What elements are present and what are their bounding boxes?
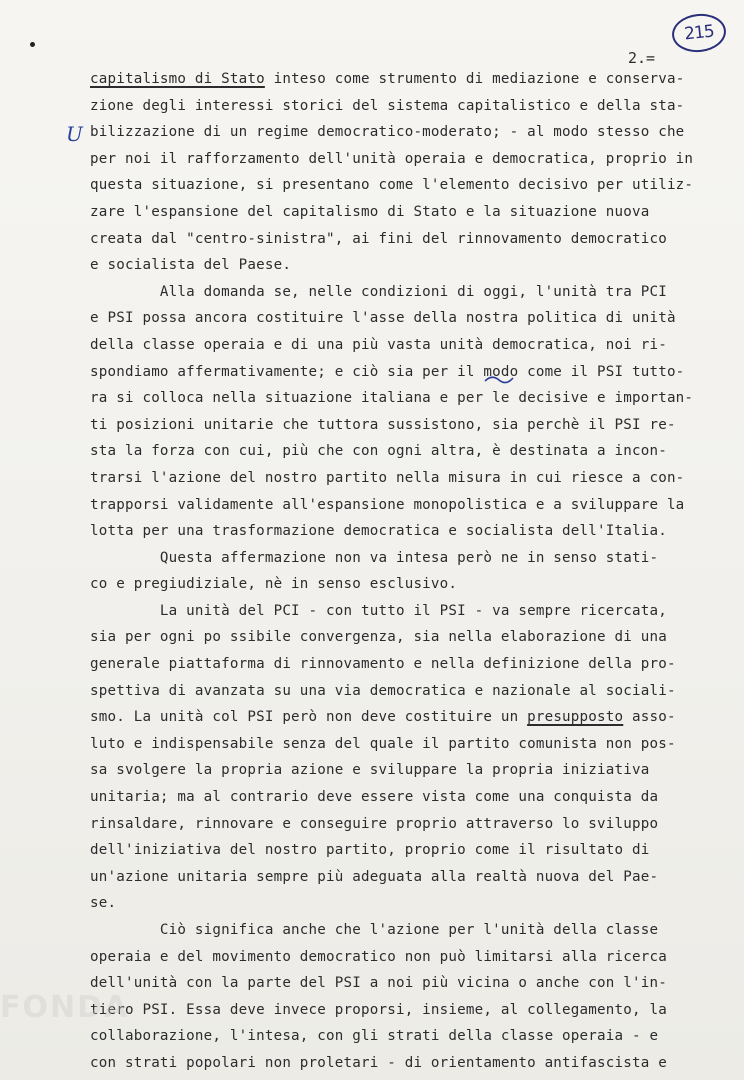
text-segment: Alla domanda se, nelle condizioni di oggi, l'unità tra PCI	[90, 283, 667, 300]
text-segment: luto e indispensabile senza del quale il partito comunista non pos-	[90, 735, 676, 752]
text-segment: sa svolgere la propria azione e sviluppare la propria iniziativa	[90, 762, 650, 779]
text-line	[90, 784, 710, 811]
text-line	[90, 1050, 710, 1077]
text-line	[90, 545, 710, 572]
ink-dot	[30, 42, 35, 47]
text-segment: smo. La unità col PSI però non deve costituire un	[90, 709, 528, 726]
text-line	[90, 279, 710, 306]
text-segment: rinsaldare, rinnovare e conseguire proprio attraverso lo sviluppo	[90, 815, 659, 832]
text-line	[90, 970, 710, 997]
page-number: 2.=	[628, 49, 656, 67]
text-line	[90, 678, 710, 705]
text-line	[90, 890, 710, 917]
text-segment: questa situazione, si presentano come l'elemento decisivo per utiliz-	[90, 177, 694, 194]
text-segment: La unità del PCI - con tutto il PSI - va sempre ricercata,	[90, 602, 667, 619]
text-segment: spondiamo affermativamente; e ciò sia per il modo come il PSI tutto-	[90, 363, 685, 380]
text-segment: unitaria; ma al contrario deve essere vista come una conquista da	[90, 789, 659, 806]
text-segment: bilizzazione di un regime democratico-moderato; - al modo stesso che	[90, 124, 685, 141]
text-line	[90, 492, 710, 519]
text-line	[90, 465, 710, 492]
text-line	[90, 305, 710, 332]
text-segment: e socialista del Paese.	[90, 257, 292, 274]
text-line	[90, 731, 710, 758]
text-line	[90, 385, 710, 412]
text-segment: trapporsi validamente all'espansione monopolistica e a sviluppare la	[90, 496, 685, 513]
text-segment: sta la forza con cui, più che con ogni altra, è destinata a incon-	[90, 443, 667, 460]
text-line	[90, 252, 710, 279]
text-line	[90, 412, 710, 439]
text-line	[90, 917, 710, 944]
text-segment: creata dal "centro-sinistra", ai fini del rinnovamento democratico	[90, 230, 667, 247]
text-line	[90, 624, 710, 651]
text-segment: zione degli interessi storici del sistema capitalistico e della sta-	[90, 97, 685, 114]
body-text	[90, 66, 710, 1077]
text-segment: Questa affermazione non va intesa però ne in senso stati-	[90, 549, 659, 566]
underlined-text: presupposto	[527, 709, 624, 726]
text-segment: asso-	[623, 709, 676, 726]
text-segment: zare l'espansione del capitalismo di Stato e la situazione nuova	[90, 203, 650, 220]
text-line	[90, 704, 710, 731]
text-line	[90, 93, 710, 120]
text-line	[90, 651, 710, 678]
text-line	[90, 757, 710, 784]
text-line	[90, 332, 710, 359]
text-line	[90, 146, 710, 173]
text-line	[90, 864, 710, 891]
text-line	[90, 598, 710, 625]
text-segment: per noi il rafforzamento dell'unità operaia e democratica, proprio in	[90, 150, 694, 167]
text-segment: con strati popolari non proletari - di orientamento antifascista e	[90, 1054, 667, 1071]
text-segment: trarsi l'azione del nostro partito nella misura in cui riesce a con-	[90, 469, 685, 486]
text-segment: un'azione unitaria sempre più adeguata alla realtà nuova del Pae-	[90, 868, 659, 885]
text-segment: e PSI possa ancora costituire l'asse della nostra politica di unità	[90, 310, 676, 327]
text-segment: ra si colloca nella situazione italiana e per le decisive e importan-	[90, 390, 694, 407]
text-line	[90, 518, 710, 545]
text-line	[90, 359, 710, 386]
text-line	[90, 997, 710, 1024]
text-line	[90, 172, 710, 199]
text-line	[90, 226, 710, 253]
text-segment: tiero PSI. Essa deve invece proporsi, insieme, al collegamento, la	[90, 1001, 667, 1018]
text-segment: co e pregiudiziale, nè in senso esclusivo.	[90, 576, 458, 593]
text-segment: collaborazione, l'intesa, con gli strati della classe operaia - e	[90, 1028, 659, 1045]
margin-annotation: U	[66, 122, 83, 146]
text-segment: Ciò significa anche che l'azione per l'unità della classe	[90, 922, 659, 938]
text-segment: se.	[90, 895, 117, 912]
text-segment: sia per ogni po ssibile convergenza, sia nella elaborazione di una	[90, 629, 667, 646]
text-segment: dell'unità con la parte del PSI a noi più vicina o anche con l'in-	[90, 975, 667, 992]
text-line	[90, 199, 710, 226]
text-line	[90, 66, 710, 93]
text-segment: operaia e del movimento democratico non può limitarsi alla ricerca	[90, 948, 667, 965]
underlined-text: capitalismo di Stato	[90, 71, 265, 87]
text-line	[90, 944, 710, 971]
watermark: FONDA	[0, 990, 130, 1025]
text-segment: dell'iniziativa del nostro partito, proprio come il risultato di	[90, 842, 650, 859]
text-segment: generale piattaforma di rinnovamento e nella definizione della pro-	[90, 656, 676, 673]
text-segment: spettiva di avanzata su una via democratica e nazionale al sociali-	[90, 682, 676, 699]
text-line	[90, 837, 710, 864]
text-line	[90, 1023, 710, 1050]
text-segment: lotta per una trasformazione democratica e socialista dell'Italia.	[90, 523, 667, 540]
text-segment: inteso come strumento di mediazione e conserva-	[264, 71, 685, 87]
archive-stamp-number: 215	[670, 11, 728, 54]
text-line	[90, 811, 710, 838]
text-segment: della classe operaia e di una più vasta unità democratica, noi ri-	[90, 336, 667, 353]
text-line	[90, 119, 710, 146]
text-segment: ti posizioni unitarie che tuttora sussistono, sia perchè il PSI re-	[90, 416, 676, 433]
text-line	[90, 438, 710, 465]
text-line	[90, 571, 710, 598]
